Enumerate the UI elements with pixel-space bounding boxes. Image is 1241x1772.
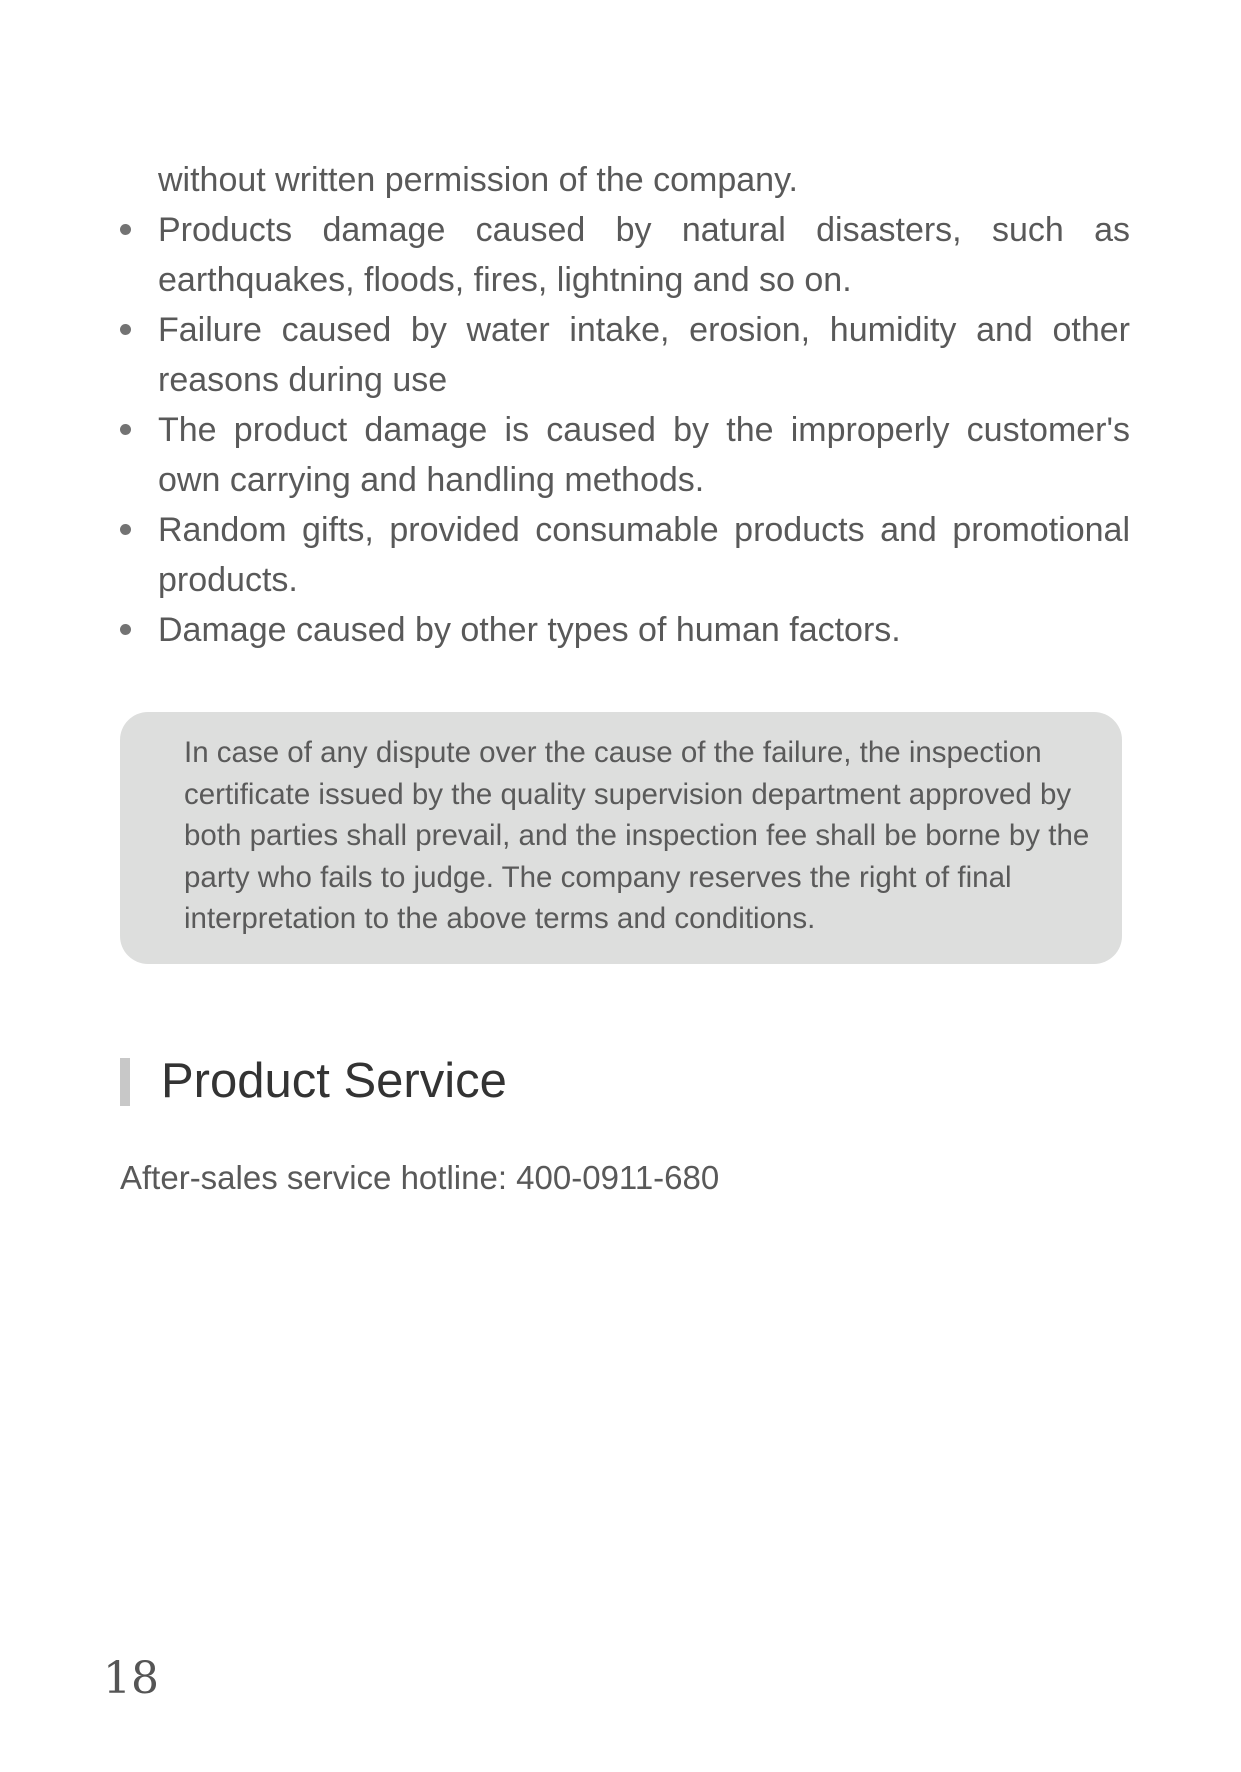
list-item-text: Damage caused by other types of human factors. (158, 611, 901, 649)
bullet-icon (120, 624, 131, 635)
list-item (120, 605, 1130, 655)
bullet-icon (120, 424, 131, 435)
list-item (120, 505, 1130, 605)
section-title: Product Service (161, 1054, 507, 1108)
page-number: 18 (103, 1653, 159, 1704)
bullet-icon (120, 524, 131, 535)
list-item (120, 205, 1130, 305)
exclusion-list (120, 205, 1130, 655)
list-item-text: Random gifts, provided consumable products and promotional products. (158, 511, 1130, 599)
service-hotline: After-sales service hotline: 400-0911-680 (120, 1159, 720, 1196)
section-marker-bar (120, 1058, 130, 1106)
dispute-note-box (120, 712, 1122, 964)
dispute-note-text: In case of any dispute over the cause of the failure, the inspection certificate issued by the quality supervision department approved by both parties shall prevail, and the inspection fee shall be borne by the party who fails to judge. The company reserves the right of final interpretation to the above terms and conditions. (184, 736, 1090, 935)
bullet-icon (120, 224, 131, 235)
bullet-icon (120, 324, 131, 335)
continuation-text: without written permission of the company. (158, 161, 798, 199)
list-item-text: The product damage is caused by the improperly customer's own carrying and handling methods. (158, 411, 1130, 499)
list-item (120, 305, 1130, 405)
list-item-text: Failure caused by water intake, erosion, humidity and other reasons during use (158, 311, 1130, 399)
list-item (120, 405, 1130, 505)
list-item-text: Products damage caused by natural disasters, such as earthquakes, floods, fires, lightning and so on. (158, 211, 1130, 299)
